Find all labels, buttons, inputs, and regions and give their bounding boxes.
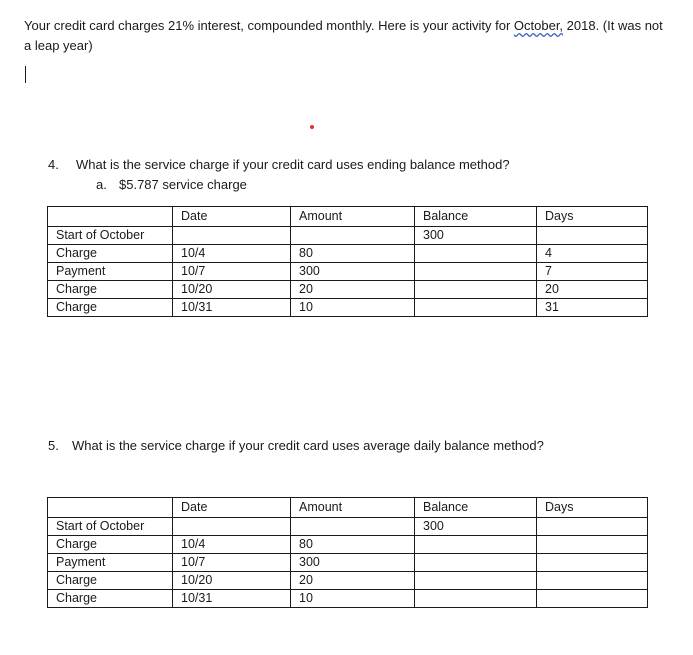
table-cell: 10/31 [173, 590, 291, 608]
table-cell [291, 227, 415, 245]
table-cell: 10/7 [173, 263, 291, 281]
header-cell: Balance [415, 207, 537, 227]
table-cell: Charge [48, 299, 173, 317]
table-cell [415, 263, 537, 281]
text-cursor [25, 66, 26, 83]
header-cell: Balance [415, 498, 537, 518]
question-4-answer [96, 176, 247, 194]
table-cell: Payment [48, 263, 173, 281]
intro-month: October, [513, 18, 564, 33]
red-dot-mark [310, 125, 314, 129]
table-cell: 80 [291, 245, 415, 263]
table-cell [537, 572, 648, 590]
table-cell: 80 [291, 536, 415, 554]
table-cell [291, 518, 415, 536]
table-cell [537, 227, 648, 245]
question-5-text: What is the service charge if your credit card uses average daily balance method? [72, 438, 544, 453]
table-header-row [48, 498, 648, 518]
table-row [48, 263, 648, 281]
table-cell: Charge [48, 590, 173, 608]
table-cell [415, 281, 537, 299]
table-cell [173, 227, 291, 245]
table-cell: 10/20 [173, 572, 291, 590]
table-cell: Start of October [48, 227, 173, 245]
table-cell [415, 554, 537, 572]
table-cell: 10/31 [173, 299, 291, 317]
table-cell: 10/20 [173, 281, 291, 299]
table-cell: 20 [291, 281, 415, 299]
answer-letter: a. [96, 177, 107, 192]
table-cell: Payment [48, 554, 173, 572]
table-row [48, 536, 648, 554]
ending-balance-table [47, 206, 648, 317]
table-row [48, 518, 648, 536]
table-row [48, 281, 648, 299]
question-4 [48, 156, 510, 174]
table-row [48, 554, 648, 572]
table-header-row [48, 207, 648, 227]
table-cell: 4 [537, 245, 648, 263]
table-cell: 7 [537, 263, 648, 281]
table-cell [415, 536, 537, 554]
table-cell: Charge [48, 572, 173, 590]
table-cell: 20 [537, 281, 648, 299]
table-cell: 300 [291, 554, 415, 572]
average-daily-balance-table [47, 497, 648, 608]
question-5 [48, 437, 544, 455]
intro-text-start: Your credit card charges 21% interest, compounded monthly. Here is your activity for [24, 18, 514, 33]
table-cell: 300 [415, 518, 537, 536]
table-cell: Start of October [48, 518, 173, 536]
header-cell: Date [173, 207, 291, 227]
table-cell [537, 554, 648, 572]
table-cell: Charge [48, 281, 173, 299]
table-cell: 31 [537, 299, 648, 317]
header-cell: Days [537, 498, 648, 518]
table-cell [415, 590, 537, 608]
table-row [48, 590, 648, 608]
table-cell [537, 536, 648, 554]
table-cell [415, 245, 537, 263]
table-cell [415, 572, 537, 590]
table-cell: Charge [48, 245, 173, 263]
table-cell: 10/4 [173, 245, 291, 263]
header-cell: Date [173, 498, 291, 518]
header-cell: Amount [291, 207, 415, 227]
table-row [48, 572, 648, 590]
table-cell: 10/4 [173, 536, 291, 554]
intro-text-end: 2018. (It was not a leap year) [24, 18, 663, 53]
table-row [48, 299, 648, 317]
intro-paragraph [24, 16, 664, 56]
table-cell: Charge [48, 536, 173, 554]
table-cell [537, 518, 648, 536]
table-row [48, 227, 648, 245]
table-cell: 20 [291, 572, 415, 590]
table-cell: 10 [291, 299, 415, 317]
header-cell [48, 207, 173, 227]
table-cell [415, 299, 537, 317]
table-row [48, 245, 648, 263]
table-cell [173, 518, 291, 536]
header-cell: Amount [291, 498, 415, 518]
table-cell: 300 [415, 227, 537, 245]
table-cell: 10 [291, 590, 415, 608]
question-4-number: 4. [48, 157, 59, 172]
question-5-number: 5. [48, 438, 59, 453]
header-cell: Days [537, 207, 648, 227]
header-cell [48, 498, 173, 518]
table-cell: 300 [291, 263, 415, 281]
table-cell [537, 590, 648, 608]
question-4-text: What is the service charge if your credit card uses ending balance method? [76, 157, 510, 172]
table-cell: 10/7 [173, 554, 291, 572]
answer-text: $5.787 service charge [119, 177, 247, 192]
